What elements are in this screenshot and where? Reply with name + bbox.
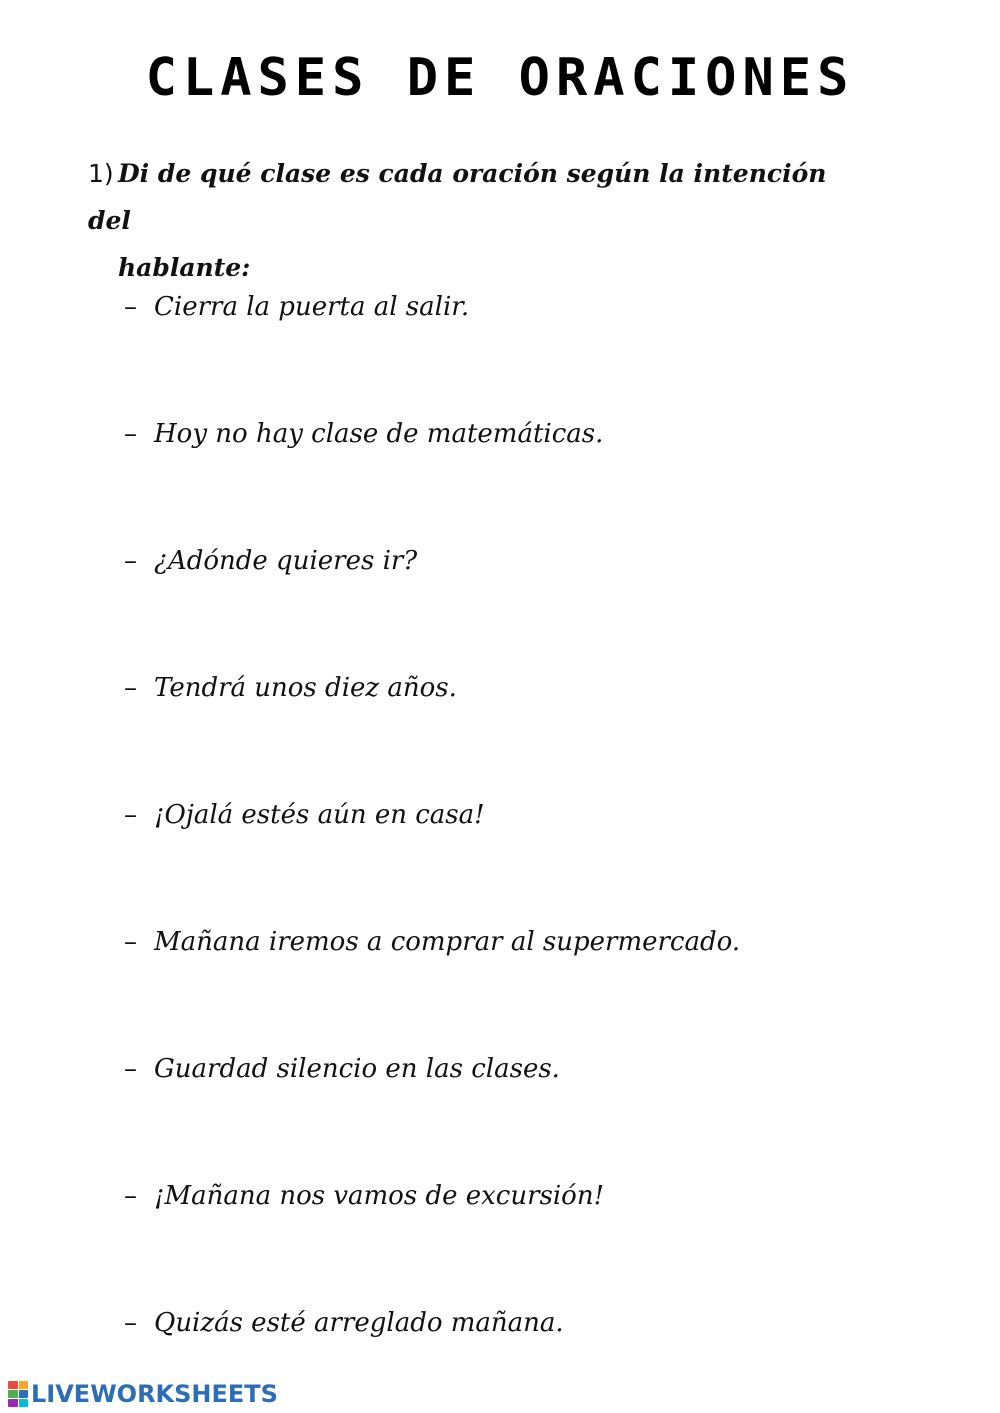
page-title: CLASES DE ORACIONES <box>145 48 855 108</box>
item-dash: – <box>124 1181 137 1211</box>
item-dash: – <box>124 546 137 576</box>
sentence-item <box>124 1308 564 1338</box>
item-dash: – <box>124 292 137 322</box>
sentence-item <box>124 419 603 449</box>
logo-square <box>19 1381 29 1389</box>
item-dash: – <box>124 419 137 449</box>
sentence-item <box>124 673 457 703</box>
logo-square <box>8 1381 18 1389</box>
logo-square <box>19 1390 29 1398</box>
item-dash: – <box>124 673 137 703</box>
instruction-line1: Di de qué clase es cada oración según la intención del <box>88 159 827 235</box>
sentence-item <box>124 800 485 830</box>
sentence-item <box>124 292 469 322</box>
sentence-item <box>124 1054 560 1084</box>
liveworksheets-footer[interactable] <box>8 1378 278 1410</box>
logo-square <box>19 1399 29 1407</box>
sentence-text: Mañana iremos a comprar al supermercado. <box>154 927 741 957</box>
sentence-text: Guardad silencio en las clases. <box>154 1054 560 1084</box>
sentence-item <box>124 546 417 576</box>
sentence-text: ¡Ojalá estés aún en casa! <box>154 800 485 830</box>
item-dash: – <box>124 1308 137 1338</box>
sentence-text: ¿Adónde quieres ir? <box>154 546 418 576</box>
item-dash: – <box>124 800 137 830</box>
instruction <box>88 150 878 291</box>
liveworksheets-logo-icon <box>8 1381 28 1407</box>
instruction-line2: hablante: <box>118 253 251 282</box>
brand-name: LIVEWORKSHEETS <box>31 1380 278 1408</box>
sentence-text: Hoy no hay clase de matemáticas. <box>154 419 604 449</box>
item-dash: – <box>124 927 137 957</box>
sentence-text: Cierra la puerta al salir. <box>154 292 470 322</box>
item-dash: – <box>124 1054 137 1084</box>
sentence-item <box>124 927 740 957</box>
instruction-number: 1) <box>88 159 114 188</box>
sentence-text: Tendrá unos diez años. <box>154 673 457 703</box>
sentence-text: Quizás esté arreglado mañana. <box>154 1308 564 1338</box>
sentence-text: ¡Mañana nos vamos de excursión! <box>154 1181 605 1211</box>
logo-square <box>8 1399 18 1407</box>
sentence-item <box>124 1181 604 1211</box>
logo-square <box>8 1390 18 1398</box>
